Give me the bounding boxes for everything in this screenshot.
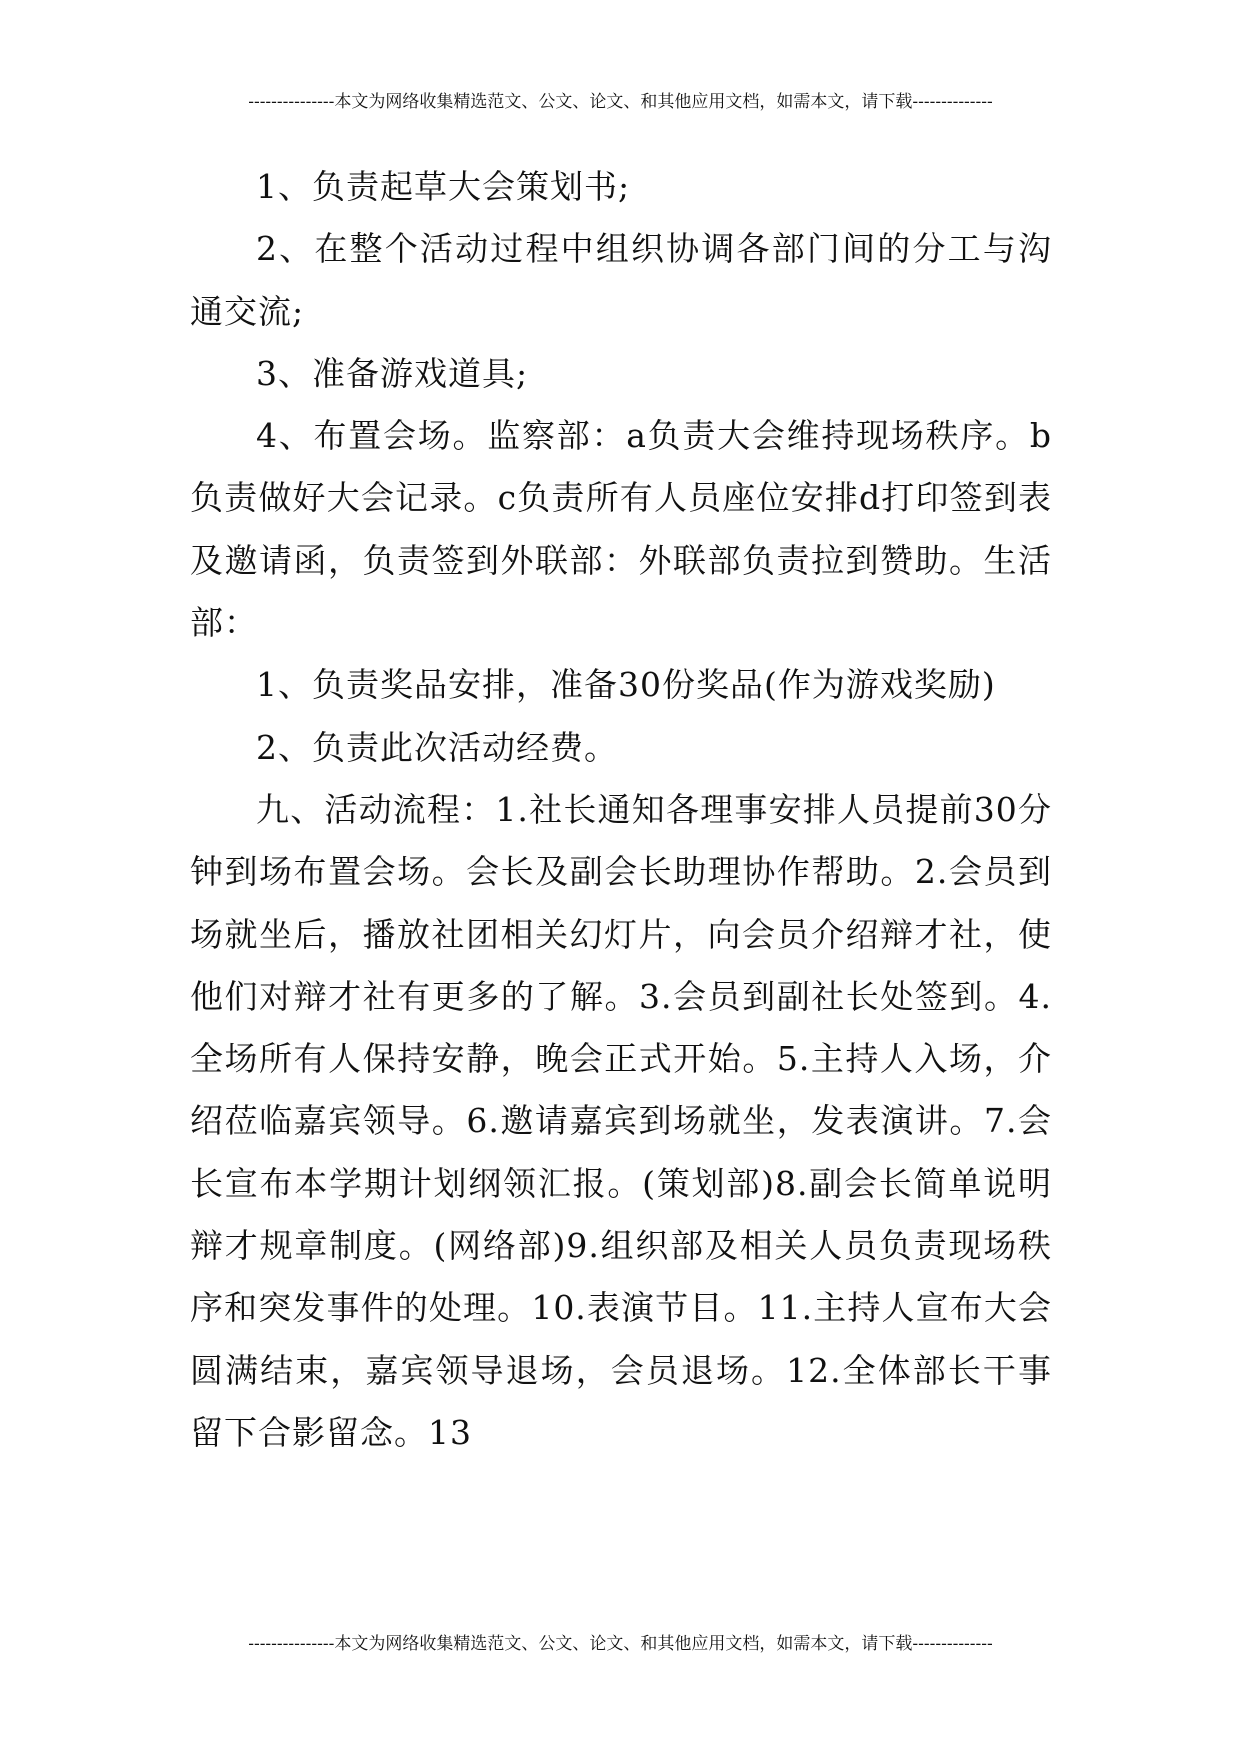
document-body [190, 156, 1052, 1464]
paragraph-3: 3、准备游戏道具; [256, 353, 529, 393]
paragraph-1: 1、负责起草大会策划书; [256, 167, 631, 206]
paragraph-5: 1、负责奖品安排，准备30份奖品(作为游戏奖励) [256, 665, 996, 705]
paragraph-7: 九、活动流程：1.社长通知各理事安排人员提前30分钟到场布置会场。会长及副会长助理协作帮助。2.会员到场就坐后，播放社团相关幻灯片，向会员介绍辩才社，使他们对辩才社有更多的了解。3.会员到副社长处签到。4. 全场所有人保持安静，晚会正式开始。5.主持人入场，介绍莅临嘉宾领导。6.邀请嘉宾到场就坐，发表演讲。7.会长宣布本学期计划纲领汇报。(策划部)8.副会长简单说明辩才规章制度。(网络部)9.组织部及相关人员负责现场秩序和突发事件的处理。10.表演节目。11.主持人宣布大会圆满结束，嘉宾领导退场，会员退场。12.全体部长干事留下合影留念。13 [190, 789, 1052, 1452]
paragraph-6: 2、负责此次活动经费。 [256, 727, 618, 767]
page-header: ---------------本文为网络收集精选范文、公文、论文、和其他应用文档，如需本文，请下载-------------- [248, 92, 993, 112]
page-footer: ---------------本文为网络收集精选范文、公文、论文、和其他应用文档，如需本文，请下载-------------- [248, 1634, 993, 1654]
paragraph-4: 4、布置会场。监察部：a负责大会维持现场秩序。b负责做好大会记录。c负责所有人员座位安排d打印签到表及邀请函，负责签到外联部：外联部负责拉到赞助。生活部： [190, 416, 1052, 643]
paragraph-2: 2、在整个活动过程中组织协调各部门间的分工与沟通交流; [190, 229, 1052, 331]
